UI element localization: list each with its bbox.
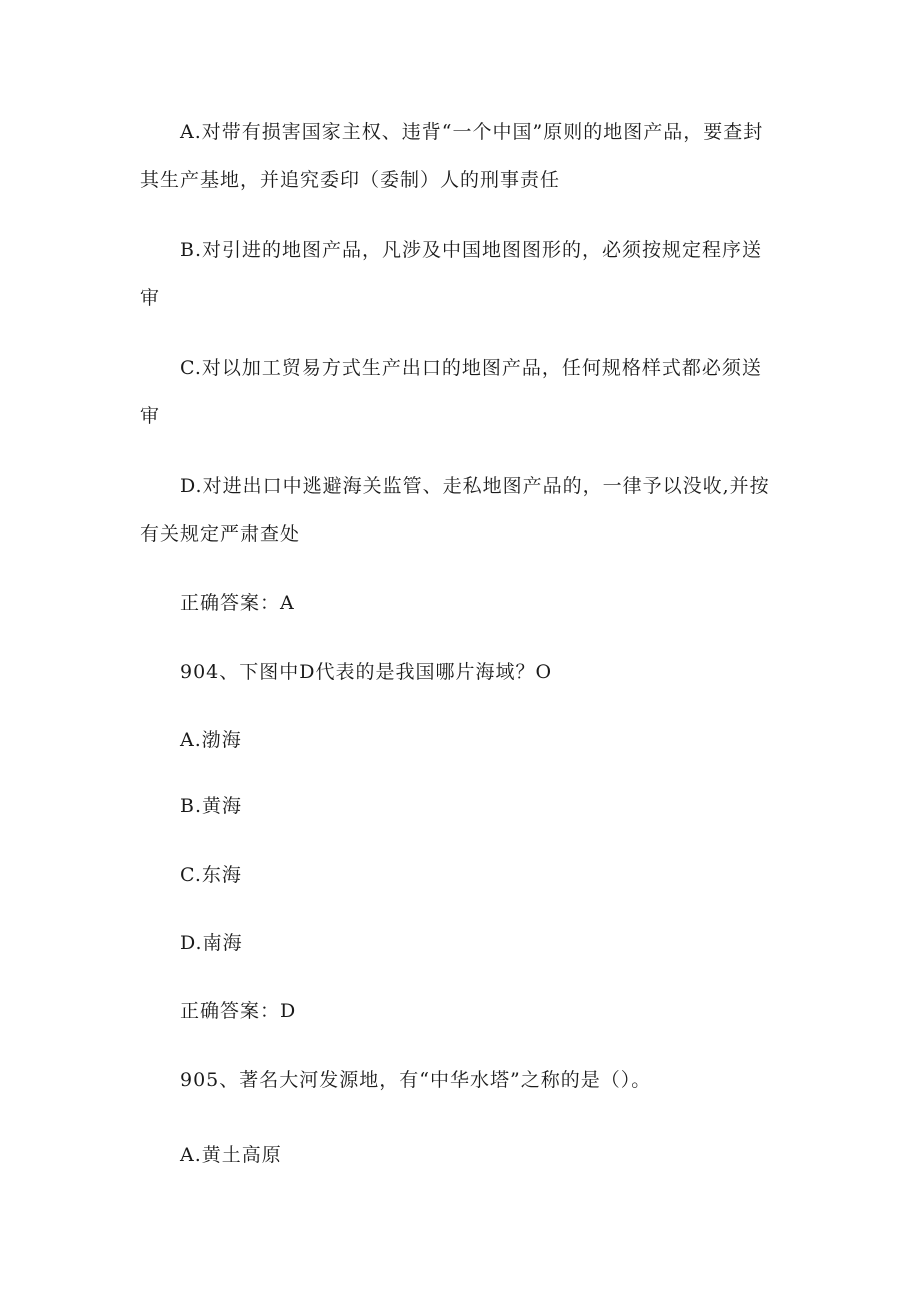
- q905-question: 905、著名大河发源地，有“中华水塔”之称的是（）。: [180, 1069, 652, 1091]
- q905-option-a: A.黄土高原: [180, 1144, 282, 1166]
- q904-option-a: A.渤海: [180, 729, 242, 751]
- q904-question: 904、下图中D代表的是我国哪片海域？O: [180, 661, 553, 683]
- q904-option-d: D.南海: [180, 932, 243, 954]
- q904-option-c: C.东海: [180, 864, 242, 886]
- q903-option-b: B.对引进的地图产品，凡涉及中国地图图形的，必须按规定程序送审: [140, 239, 763, 309]
- q903-answer: 正确答案：A: [180, 592, 295, 614]
- q904-answer: 正确答案：D: [180, 1000, 297, 1022]
- q903-option-a: A.对带有损害国家主权、违背“一个中国”原则的地图产品，要查封其生产基地，并追究委印（委制）人的刑事责任: [140, 121, 764, 191]
- q903-option-c: C.对以加工贸易方式生产出口的地图产品，任何规格样式都必须送审: [140, 357, 762, 427]
- q903-option-d: D.对进出口中逃避海关监管、走私地图产品的，一律予以没收,并按有关规定严肃查处: [140, 475, 770, 545]
- q904-option-b: B.黄海: [180, 795, 243, 817]
